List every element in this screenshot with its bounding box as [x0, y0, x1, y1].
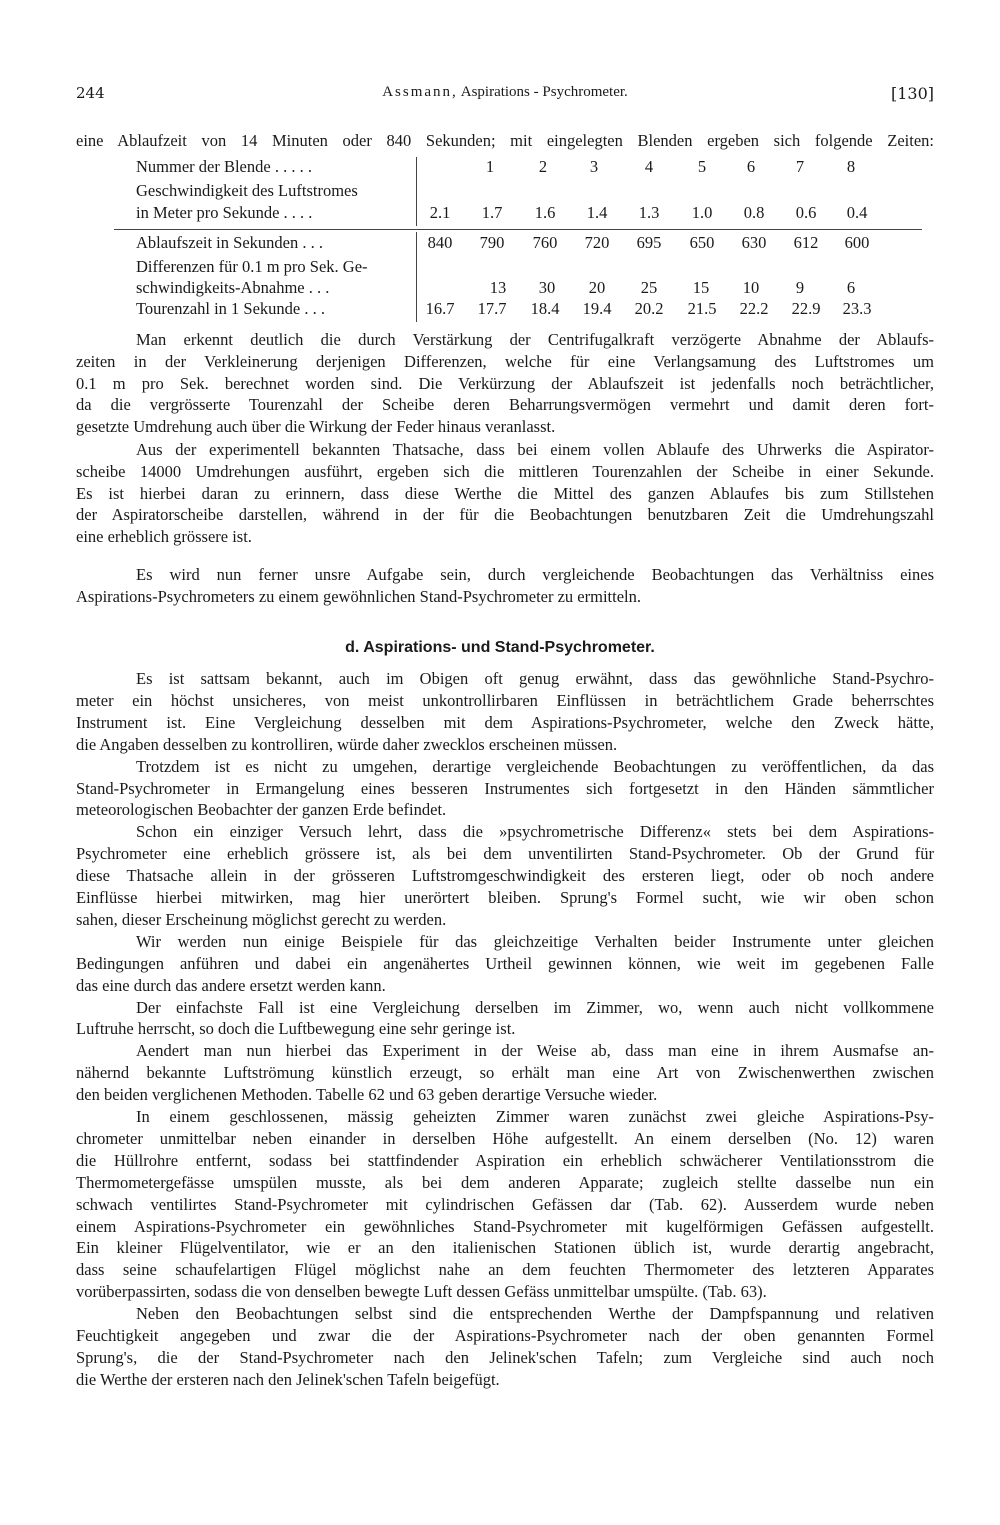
text-line: das eine durch das andere ersetzt werden kann.	[76, 975, 386, 995]
text-line: Einflüsse hierbei mitwirken, mag hier unerörtert bleiben. Sprung's Formel sucht, wie wir oben schon	[76, 888, 934, 907]
text-line: Man erkennt deutlich die durch Verstärkung der Centrifugalkraft verzögerte Abnahme der Ablaufs-	[136, 330, 934, 349]
table-row-label: Differenzen für 0.1 m pro Sek. Ge-	[136, 257, 368, 276]
running-title-text: Aspirations - Psychrometer.	[460, 84, 628, 100]
text-line: die Hüllrohre entfernt, sodass bei stattfindender Aspiration ein erheblich schwächerer Ventilationsstrom die	[76, 1150, 934, 1170]
table-cell: 8	[846, 157, 856, 176]
table-cell: 600	[844, 233, 870, 252]
table-divider-vertical	[416, 157, 417, 226]
text-line: Luftruhe herrscht, so doch die Luftbewegung eine sehr geringe ist.	[76, 1019, 516, 1039]
intro-line: eine Ablaufzeit von 14 Minuten oder 840 Sekunden; mit eingelegten Blenden ergeben sich folgende Zeiten:	[76, 131, 934, 150]
table-divider-vertical	[416, 232, 417, 322]
table-cell: 9	[795, 278, 805, 297]
section-title: d. Aspirations- und Stand-Psychrometer.	[345, 639, 655, 656]
running-title	[76, 84, 934, 101]
table-cell: 0.8	[743, 203, 765, 222]
text-line: Bedingungen anführen und dabei ein angenähertes Urtheil gewinnen können, wie weit im gegebenen Falle	[76, 953, 934, 973]
table-cell: 1	[485, 157, 495, 176]
table-cell: 5	[697, 157, 707, 176]
text-line: Aendert man nun hierbei das Experiment in der Weise ab, dass man eine in ihrem Ausmafse an-	[136, 1041, 934, 1061]
table-divider-horizontal	[114, 229, 922, 230]
table-row-label: Ablaufszeit in Sekunden . . .	[136, 233, 323, 252]
text-line: Es wird nun ferner unsre Aufgabe sein, durch vergleichende Beobachtungen das Verhältniss eines	[136, 565, 934, 584]
text-line: schwach ventilirtes Stand-Psychrometer mit cylindrischen Gefässen dar (Tab. 62). Ausserdem wurde neben	[76, 1194, 934, 1214]
table-cell: 695	[636, 233, 662, 252]
text-line: einem Aspirations-Psychrometer ein gewöhnliches Stand-Psychrometer mit kugelförmigen Gefässen aufgestellt.	[76, 1216, 934, 1236]
table-cell: 30	[538, 278, 556, 297]
text-line: Aus der experimentell bekannten Thatsache, dass bei einem vollen Ablaufe des Uhrwerks die Aspirator-	[136, 440, 934, 459]
table-cell: 1.7	[481, 203, 503, 222]
table-cell: 1.0	[691, 203, 713, 222]
table-cell: 1.6	[534, 203, 556, 222]
table-cell: 612	[793, 233, 819, 252]
text-line: Thermometergefässe umspülen musste, als bei dem anderen Apparate; zugleich stellte dasselbe nun ein	[76, 1172, 934, 1192]
table-cell: 720	[584, 233, 610, 252]
table-cell: 4	[644, 157, 654, 176]
text-line: scheibe 14000 Umdrehungen ausführt, ergeben sich die mittleren Tourenzahlen der Scheibe in einer Sekunde.	[76, 461, 934, 481]
text-line: Aspirations-Psychrometers zu einem gewöhnlichen Stand-Psychrometer zu ermitteln.	[76, 586, 641, 606]
table-cell: 2	[538, 157, 548, 176]
text-line: Es ist hierbei daran zu erinnern, dass diese Werthe die Mittel des ganzen Ablaufes bis zum Stillstehen	[76, 483, 934, 503]
table-cell: 23.3	[842, 299, 872, 318]
text-line: eine erheblich grössere ist.	[76, 527, 252, 547]
text-line: Schon ein einziger Versuch lehrt, dass die »psychrometrische Differenz« stets bei dem Aspirations-	[136, 822, 934, 842]
table-cell: 20	[588, 278, 606, 297]
table-row-label: schwindigkeits-Abnahme . . .	[136, 278, 330, 297]
text-line: die Werthe der ersteren nach den Jelinek'schen Tafeln beigefügt.	[76, 1369, 500, 1389]
text-line: Instrument ist. Eine Vergleichung desselben mit dem Aspirations-Psychrometer, welche den Zweck hätte,	[76, 712, 934, 732]
page-number: 244	[76, 84, 105, 102]
table-cell: 840	[427, 233, 453, 252]
table-cell: 7	[795, 157, 805, 176]
text-line: Der einfachste Fall ist eine Vergleichung derselben im Zimmer, wo, wenn auch nicht vollkommene	[136, 997, 934, 1017]
text-line: da die vergrösserte Tourenzahl der Scheibe deren Beharrungsvermögen vermehrt und damit deren fort-	[76, 395, 934, 415]
text-line: Trotzdem ist es nicht zu umgehen, derartige vergleichende Beobachtungen zu veröffentlichen, da das	[136, 756, 934, 776]
text-line: Psychrometer eine erheblich grössere ist, als bei dem unventilirten Stand-Psychrometer. Ob der Grund für	[76, 844, 934, 864]
table-cell: 790	[479, 233, 505, 252]
text-line: den beiden verglichenen Methoden. Tabelle 62 und 63 geben derartige Versuche wieder.	[76, 1085, 658, 1105]
table-cell: 19.4	[582, 299, 612, 318]
table-cell: 13	[489, 278, 507, 297]
text-line: nähernd bekannte Luftströmung künstlich erzeugt, so erhält man eine Art von Zwischenwerthen zwischen	[76, 1063, 934, 1083]
text-line: diese Thatsache allein in der grösseren Luftstromgeschwindigkeit des ersteren liegt, oder ob noch andere	[76, 866, 934, 886]
text-line: die Angaben desselben zu kontrolliren, würde daher zwecklos erscheinen müssen.	[76, 734, 618, 754]
text-line: zeiten in der Verkleinerung derjenigen Differenzen, welche für eine Verlangsamung des Luftstromes um	[76, 351, 934, 371]
table-cell: 25	[640, 278, 658, 297]
table-row-label: Geschwindigkeit des Luftstromes	[136, 181, 358, 200]
table-cell: 20.2	[634, 299, 664, 318]
text-line: Neben den Beobachtungen selbst sind die entsprechenden Werthe der Dampfspannung und relativen	[136, 1304, 934, 1324]
table-cell: 1.4	[586, 203, 608, 222]
text-line: In einem geschlossenen, mässig geheizten Zimmer waren zunächst zwei gleiche Aspirations-Psy-	[136, 1107, 934, 1126]
text-line: der Aspiratorscheibe darstellen, während in der für die Beobachtungen benutzbaren Zeit die Umdrehungszahl	[76, 505, 934, 525]
running-header	[76, 84, 934, 106]
running-title-author: Assmann,	[382, 84, 458, 100]
text-line: gesetzte Umdrehung auch über die Wirkung der Feder hinaus veranlasst.	[76, 417, 556, 437]
text-line: Ein kleiner Flügelventilator, wie er an den italienischen Stationen üblich ist, wurde derartig angebracht,	[76, 1238, 934, 1258]
table-cell: 1.3	[638, 203, 660, 222]
table-cell: 0.6	[795, 203, 817, 222]
page-reference: [130]	[890, 84, 934, 103]
table-cell: 0.4	[846, 203, 868, 222]
table-cell: 10	[742, 278, 760, 297]
table-cell: 22.2	[739, 299, 769, 318]
table-cell: 3	[589, 157, 599, 176]
table-cell: 6	[746, 157, 756, 176]
table-cell: 2.1	[429, 203, 451, 222]
text-line: sahen, dieser Erscheinung möglichst gerecht zu werden.	[76, 909, 447, 929]
text-line: chrometer unmittelbar neben einander in derselben Höhe aufgestellt. An einem derselben (No. 12) waren	[76, 1128, 934, 1148]
text-line: dass seine schaufelartigen Flügel möglichst nahe an dem feuchten Thermometer des letzteren Apparates	[76, 1260, 934, 1280]
text-line: Feuchtigkeit angegeben und zwar die der Aspirations-Psychrometer nach der oben genannten Formel	[76, 1326, 934, 1345]
table-cell: 650	[689, 233, 715, 252]
table-row-label: Nummer der Blende . . . . .	[136, 157, 312, 176]
table-cell: 6	[846, 278, 856, 297]
text-line: vorüberpassirten, sodass die von denselben bewegte Luft dessen Gefäss unmittelbar umspülte. (Tab. 63).	[76, 1282, 767, 1302]
table-cell: 630	[741, 233, 767, 252]
table-cell: 18.4	[530, 299, 560, 318]
text-line: Es ist sattsam bekannt, auch im Obigen oft genug erwähnt, dass das gewöhnliche Stand-Psychro-	[136, 669, 934, 688]
table-cell: 16.7	[425, 299, 455, 318]
table-row-label: in Meter pro Sekunde . . . .	[136, 203, 313, 222]
table-row-label: Tourenzahl in 1 Sekunde . . .	[136, 299, 326, 318]
text-line: Stand-Psychrometer in Ermangelung eines besseren Instrumentes sich fortgesetzt in den Händen sämmtlicher	[76, 778, 934, 798]
table-cell: 15	[692, 278, 710, 297]
text-line: meter ein höchst unsicheres, von meist unkontrollirbaren Einflüssen in beträchtlichem Grade beherrschtes	[76, 690, 934, 710]
table-cell: 21.5	[687, 299, 717, 318]
table-cell: 22.9	[791, 299, 821, 318]
table-cell: 760	[532, 233, 558, 252]
text-line: meteorologischen Beobachter der ganzen Erde befindet.	[76, 800, 447, 820]
table-cell: 17.7	[477, 299, 507, 318]
text-line: Wir werden nun einige Beispiele für das gleichzeitige Verhalten beider Instrumente unter gleichen	[136, 931, 934, 951]
text-line: 0.1 m pro Sek. berechnet worden sind. Die Verkürzung der Ablaufszeit ist jedenfalls noch beträchtlicher,	[76, 373, 934, 393]
text-line: Sprung's, die der Stand-Psychrometer nach den Jelinek'schen Tafeln; zum Vergleiche sind auch noch	[76, 1347, 934, 1367]
